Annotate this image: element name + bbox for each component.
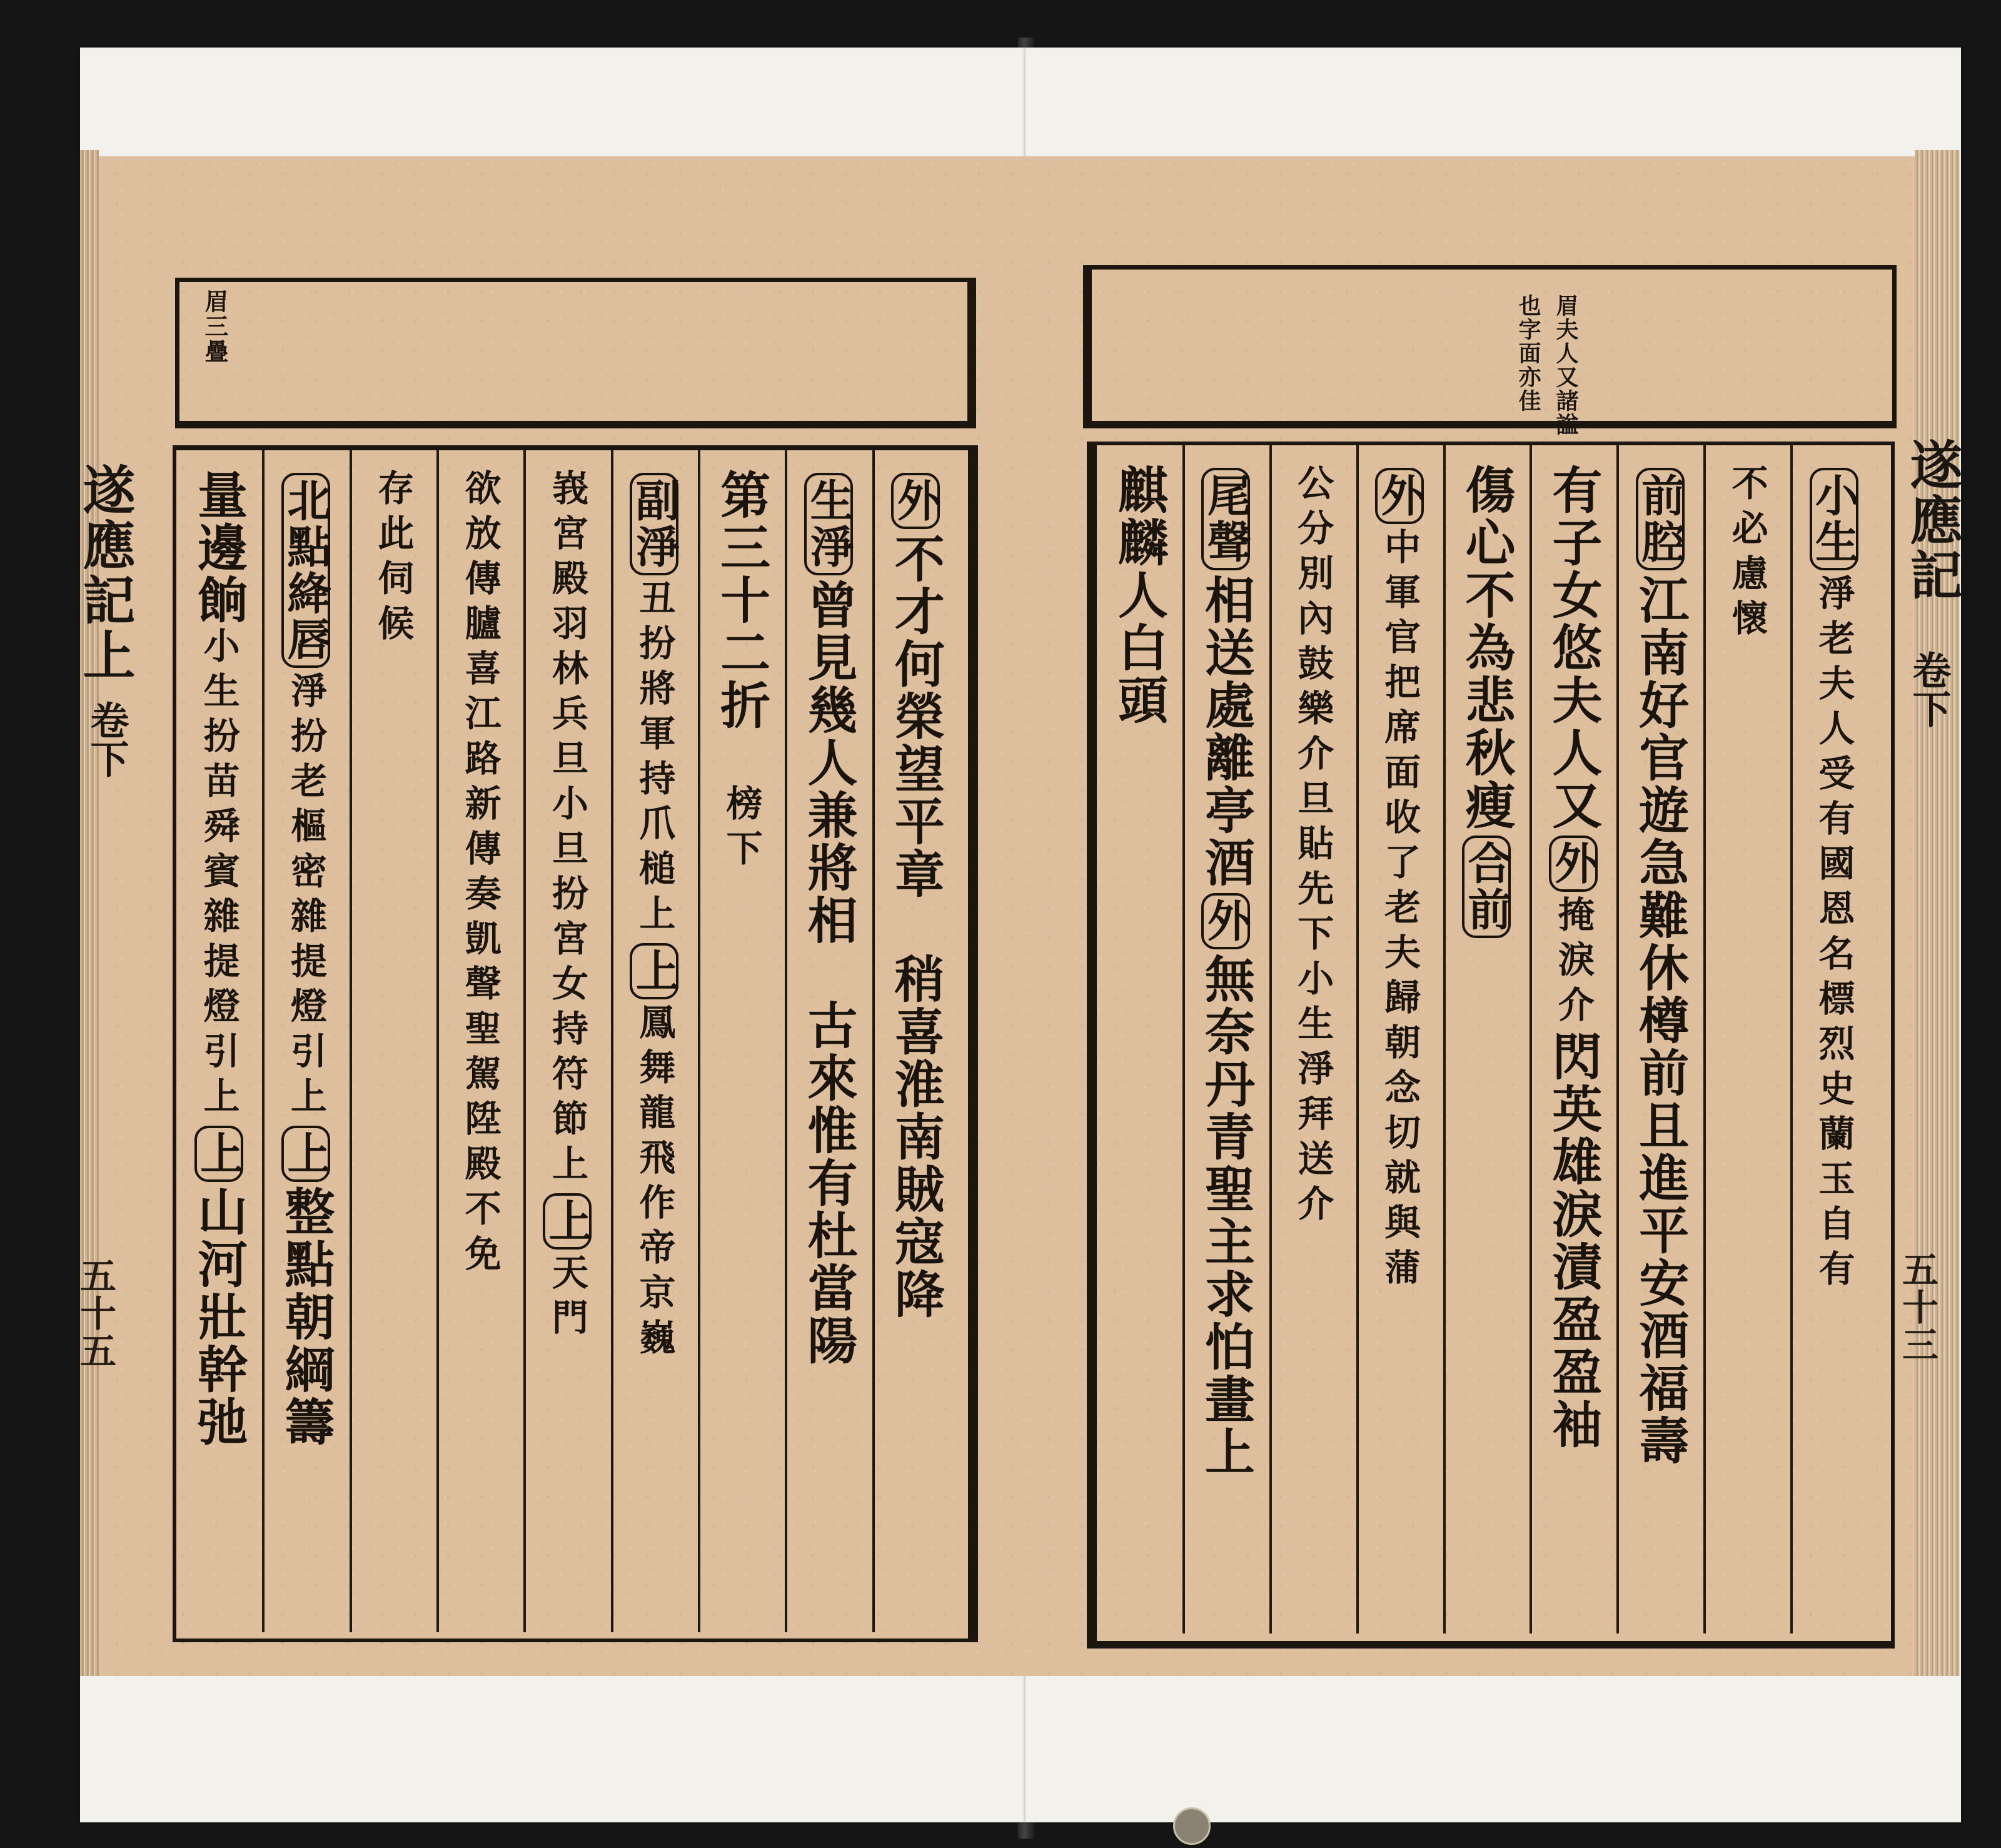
column-rule — [872, 450, 875, 1632]
right-text-column — [1809, 464, 1859, 1627]
right-text-column — [1109, 464, 1169, 1627]
left-folio: 五十五 — [74, 1257, 116, 1370]
stage-direction: 欲放傳臚喜江路新傳奏凱聲聖駕陞殿不免 — [458, 469, 502, 1280]
left-text-column — [368, 469, 418, 1626]
role-marker: 上 — [543, 1193, 592, 1250]
stage-direction: 峩宮殿羽林兵旦小旦扮宮女持符節上 — [546, 469, 588, 1189]
left-text-column — [276, 469, 335, 1626]
stage-direction: 存此伺候 — [371, 469, 415, 649]
right-text-column — [1722, 464, 1772, 1627]
role-marker: 北點絳唇 — [281, 473, 330, 668]
stage-direction: 天門 — [546, 1253, 588, 1343]
role-marker: 外 — [1549, 836, 1598, 892]
right-header-note — [1515, 294, 1592, 437]
column-rule — [1530, 445, 1532, 1633]
role-marker: 尾聲 — [1201, 468, 1250, 570]
right-header-box — [1083, 265, 1897, 428]
right-folio: 五十三 — [1896, 1251, 1938, 1363]
sung-text: 山河壯幹弛 — [189, 1186, 248, 1448]
stage-direction: 淨扮老樞密雜提燈引上 — [285, 672, 327, 1122]
sung-text: 江南好官遊急難休樽前且進平安酒福壽 — [1630, 574, 1690, 1467]
right-text-column — [1196, 464, 1256, 1627]
header-note-line: 也字面亦佳 — [1515, 294, 1541, 413]
left-text-column — [542, 469, 592, 1626]
left-text-column — [886, 469, 945, 1626]
right-margin-volume: 卷下 — [1906, 650, 1952, 728]
stage-direction: 丑扮將軍持爪槌上 — [633, 579, 676, 939]
role-marker: 上 — [281, 1126, 330, 1182]
right-text-column — [1630, 464, 1690, 1627]
right-text-column — [1543, 464, 1603, 1627]
right-text-column — [1457, 464, 1516, 1627]
sung-text: 閃英雄淚漬盈盈袖 — [1543, 1031, 1603, 1451]
sung-text: 相送處離亭酒 — [1196, 574, 1256, 889]
stage-direction: 中軍官把席面收了老夫歸朝念切就與蒲 — [1378, 528, 1421, 1293]
column-rule — [1269, 445, 1272, 1633]
role-marker: 副淨 — [630, 473, 678, 575]
left-text-column — [455, 469, 505, 1626]
left-header-box — [175, 278, 976, 428]
stage-direction: 小生扮苗舜賓雜提燈引上 — [197, 627, 240, 1122]
sung-text: 傷心不為悲秋瘦 — [1457, 464, 1516, 832]
right-page-edges — [1915, 150, 1960, 1676]
role-marker: 生淨 — [804, 473, 853, 575]
header-note-line: 眉夫人又諸諡 — [1553, 294, 1579, 437]
column-rule — [1790, 445, 1793, 1633]
column-rule — [611, 450, 613, 1632]
sung-text: 曾見幾人兼將相 古來惟有杜當陽 — [799, 579, 858, 1367]
right-text-column — [1288, 464, 1338, 1627]
left-text-column — [799, 469, 858, 1626]
column-rule — [436, 450, 439, 1632]
left-margin-volume: 卷下 — [84, 700, 129, 778]
left-header-note: 眉三疊 — [201, 289, 229, 364]
stage-direction: 掩淚介 — [1551, 896, 1595, 1031]
left-page-edges — [80, 150, 99, 1676]
left-margin-title: 遂應記上 — [74, 463, 136, 683]
role-marker: 上 — [194, 1126, 243, 1182]
column-rule — [1703, 445, 1706, 1633]
role-marker: 外 — [1201, 893, 1250, 949]
right-text-column — [1374, 464, 1424, 1627]
stage-direction: 公分別內鼓樂介旦貼先下小生淨拜送介 — [1291, 464, 1334, 1229]
stage-direction: 不必慮懷 — [1725, 464, 1768, 644]
stage-direction: 榜下 — [720, 784, 763, 874]
column-rule — [785, 450, 787, 1632]
left-text-column — [712, 469, 771, 1626]
left-text-column — [189, 469, 248, 1626]
column-rule — [523, 450, 526, 1632]
sung-text: 量邊餉 — [189, 469, 248, 627]
role-marker: 外 — [1375, 468, 1424, 524]
role-marker: 小生 — [1810, 468, 1858, 570]
sung-text: 不才何榮望平章 稍喜淮南賊寇降 — [886, 533, 945, 1321]
column-rule — [1616, 445, 1619, 1633]
right-margin-title: 遂應記 — [1902, 438, 1963, 603]
sung-text: 整點朝綱籌 — [276, 1186, 335, 1448]
column-rule — [350, 450, 352, 1632]
column-rule — [1443, 445, 1446, 1633]
column-rule — [1356, 445, 1359, 1633]
stage-direction: 淨老夫人受有國恩名標烈史蘭玉自有 — [1812, 574, 1855, 1295]
left-text-column — [629, 469, 679, 1626]
role-marker: 前腔 — [1636, 468, 1685, 570]
library-seal — [1173, 1807, 1211, 1845]
sung-text: 無奈丹青聖主求怕畫上 — [1196, 953, 1256, 1478]
role-marker: 合前 — [1462, 836, 1511, 938]
sung-text: 有子女悠夫人又 — [1543, 464, 1603, 832]
column-rule — [698, 450, 700, 1632]
role-marker: 上 — [630, 943, 678, 999]
column-rule — [1182, 445, 1185, 1633]
column-rule — [262, 450, 265, 1632]
sung-text: 麒麟人白頭 — [1109, 464, 1169, 727]
sung-text: 第三十二折 — [712, 469, 771, 784]
role-marker: 外 — [891, 473, 940, 529]
stage-direction: 鳳舞龍飛作帝京巍 — [633, 1003, 676, 1363]
